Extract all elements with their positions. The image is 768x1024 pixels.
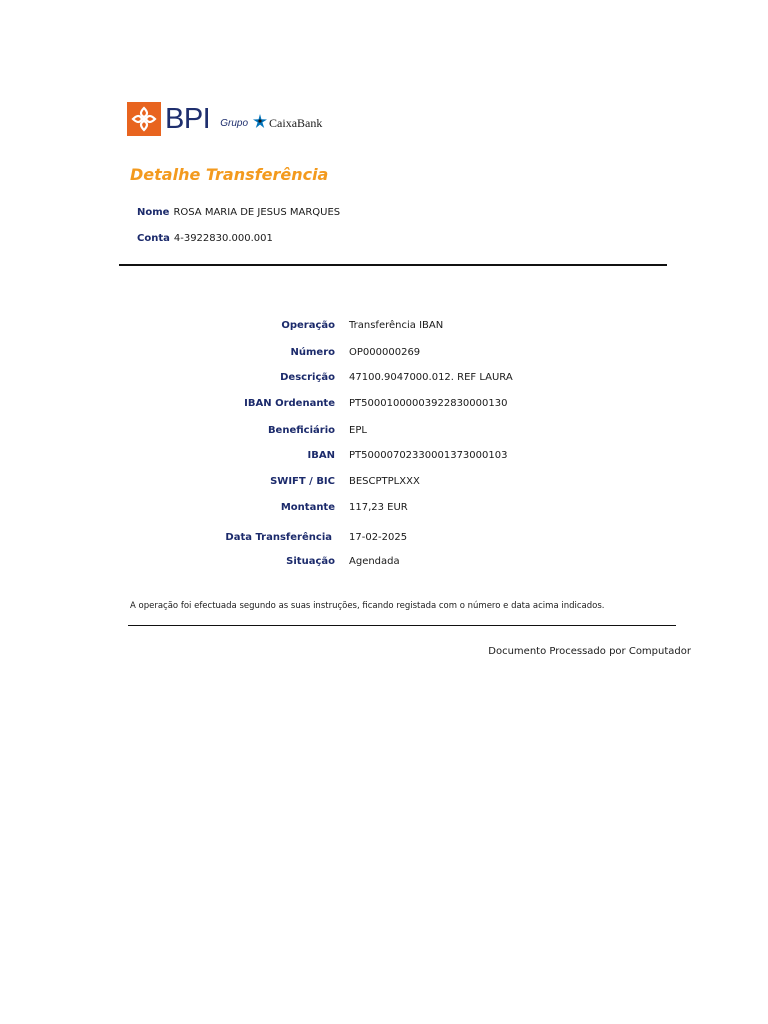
detail-value: PT50001000003922830000130	[349, 398, 508, 409]
conta-value: 4-3922830.000.001	[173, 233, 273, 244]
detail-row-montante	[0, 502, 768, 516]
bpi-flower-icon	[127, 102, 161, 136]
detail-row-descricao	[0, 372, 768, 386]
detail-value: 17-02-2025	[349, 532, 408, 543]
detail-value: OP000000269	[349, 347, 421, 358]
detail-label: Data Transferência	[225, 532, 332, 543]
detail-label: Descrição	[280, 372, 335, 383]
account-holder-row	[137, 207, 340, 218]
nome-label: Nome	[137, 207, 170, 218]
detail-row-iban-ordenante	[0, 398, 768, 412]
detail-label: IBAN Ordenante	[244, 398, 335, 409]
detail-label: Situação	[286, 556, 335, 567]
detail-label: Beneficiário	[267, 425, 335, 436]
processed-by-computer-note: Documento Processado por Computador	[488, 646, 691, 657]
detail-row-iban	[0, 450, 768, 464]
detail-value: PT50000702330001373000103	[349, 450, 508, 461]
conta-label: Conta	[137, 233, 170, 244]
detail-value: 117,23 EUR	[349, 502, 408, 513]
detail-label: IBAN	[307, 450, 335, 461]
grupo-label: Grupo	[220, 118, 249, 129]
detail-value: BESCPTPLXXX	[349, 476, 420, 487]
detail-row-beneficiario	[0, 425, 768, 439]
detail-row-situacao	[0, 556, 768, 570]
detail-row-numero	[0, 347, 768, 361]
operation-note: A operação foi efectuada segundo as suas instruções, ficando registada com o número e data acima indicados.	[130, 601, 605, 611]
detail-label: Operação	[281, 320, 335, 331]
caixabank-wordmark: CaixaBank	[269, 116, 323, 130]
detail-label: Montante	[280, 502, 335, 513]
nome-value: ROSA MARIA DE JESUS MARQUES	[173, 207, 341, 218]
detail-value: EPL	[349, 425, 367, 436]
detail-row-data-transferencia	[0, 532, 768, 546]
detail-value: Agendada	[349, 556, 400, 567]
detail-row-operacao	[0, 320, 768, 334]
header-divider	[119, 264, 667, 266]
detail-value: Transferência IBAN	[349, 320, 444, 331]
caixabank-star-icon	[252, 113, 268, 133]
detail-label: Número	[290, 347, 335, 358]
footer-divider	[128, 625, 676, 626]
page-title: Detalhe Transferência	[130, 165, 329, 184]
bpi-wordmark: BPI	[165, 103, 211, 135]
detail-row-swift-bic	[0, 476, 768, 490]
bank-logo	[127, 101, 322, 137]
account-number-row	[137, 233, 273, 244]
detail-value: 47100.9047000.012. REF LAURA	[349, 372, 513, 383]
detail-label: SWIFT / BIC	[270, 476, 335, 487]
